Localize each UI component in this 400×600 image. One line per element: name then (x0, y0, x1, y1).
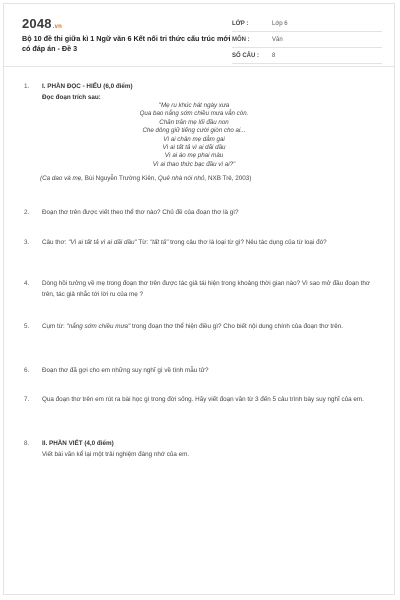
question-text (42, 238, 376, 249)
poem-citation (40, 174, 370, 185)
question-text (42, 322, 376, 333)
question-number: 8. (24, 440, 30, 447)
poem-line: Che dông giữ tiếng cười giòn cho ai... (142, 127, 246, 135)
question-text: Qua đoạn thơ trên em rút ra bài học gì trong đời sống. Hãy viết đoạn văn từ 3 đến 5 câu trình bày suy nghĩ của em. (42, 396, 364, 403)
question-text: Viết bài văn kể lại một trải nghiệm đáng nhớ của em. (42, 450, 190, 458)
citation-publisher: NXB Trẻ, 2003) (206, 175, 252, 182)
poem-line: Vì ai thao thức bạc đầu vì ai?" (152, 160, 236, 168)
text-part: Cụm từ: (42, 323, 67, 330)
question-text: Đoạn thơ đã gợi cho em những suy nghĩ gì về tình mẫu tử? (42, 367, 209, 374)
poem-excerpt (74, 102, 314, 169)
exam-page (3, 3, 395, 595)
poem-line: "Mẹ ru khúc hát ngày xưa (158, 102, 230, 109)
exam-title: Bộ 10 đề thi giữa kì 1 Ngữ văn 6 Kết nối tri thức cấu trúc mới có đáp án - Đề 3 (22, 34, 231, 53)
section-title-reading: I. PHẦN ĐỌC - HIỂU (6,0 điểm) (42, 83, 133, 90)
poem-line: Chăn trăn mẹ lối đầu non (159, 118, 229, 126)
question-number: 2. (24, 209, 30, 216)
text-part: trong câu thơ là loại từ gì? Nêu tác dụng của từ loại đó? (168, 239, 327, 246)
meta-value: Lớp 6 (272, 20, 288, 27)
meta-label: LỚP : (232, 20, 249, 27)
poem-line: Vì ai tất tả vì ai dãi dầu (162, 144, 226, 152)
text-part: Câu thơ: (42, 239, 69, 246)
logo-suffix: .vn (52, 24, 63, 30)
citation-title: (Ca dao và mẹ, (40, 175, 84, 182)
quoted-word: "tất tả" (149, 239, 169, 246)
citation-book: Quê nhà nói nhỏ, (157, 175, 207, 182)
question-number: 3. (24, 239, 30, 246)
meta-label: SỐ CÂU : (232, 52, 259, 59)
meta-value: Văn (272, 36, 283, 43)
reading-instruction: Đọc đoạn trích sau: (42, 93, 101, 101)
question-number: 5. (24, 323, 30, 330)
poem-line: Vì ai chân mẹ dẫm gai (163, 135, 225, 143)
logo-main: 2048 (22, 16, 52, 31)
text-part: Từ: (136, 239, 150, 246)
meta-label: MÔN : (232, 36, 250, 43)
question-number: 1. (24, 83, 30, 90)
poem-line: Qua bao nắng sớm chiều mưa vẫn còn. (139, 110, 249, 118)
question-number: 6. (24, 367, 30, 374)
question-text: Đoạn thơ trên được viết theo thể thơ nào? Chủ đề của đoạn thơ là gì? (42, 209, 239, 216)
question-body (42, 82, 376, 103)
question-number: 7. (24, 396, 30, 403)
question-body (42, 439, 376, 460)
citation-author: Bùi Nguyễn Trường Kiên, (83, 175, 158, 182)
quoted-line: "Vì ai tất tả vì ai dãi dầu" (68, 239, 137, 246)
poem-line: Vì ai áo mẹ phai màu (164, 152, 224, 160)
question-number: 4. (24, 280, 30, 287)
question-text: Dòng hồi tưởng về mẹ trong đoạn thơ trên được tác giả tái hiện trong khoảng thời gian nào? Vì sao mở đầu đoạn thơ trên, tác giả nhắc tới lời ru của mẹ ? (42, 280, 370, 298)
text-part: trong đoạn thơ thể hiện điều gì? Cho biết nội dung chính của đoạn thơ trên. (130, 323, 343, 330)
exam-content (4, 4, 394, 594)
meta-value: 8 (272, 52, 276, 59)
quoted-phrase: "nắng sớm chiều mưa" (66, 323, 131, 330)
section-title-writing: II. PHẦN VIẾT (4,0 điểm) (42, 440, 114, 447)
